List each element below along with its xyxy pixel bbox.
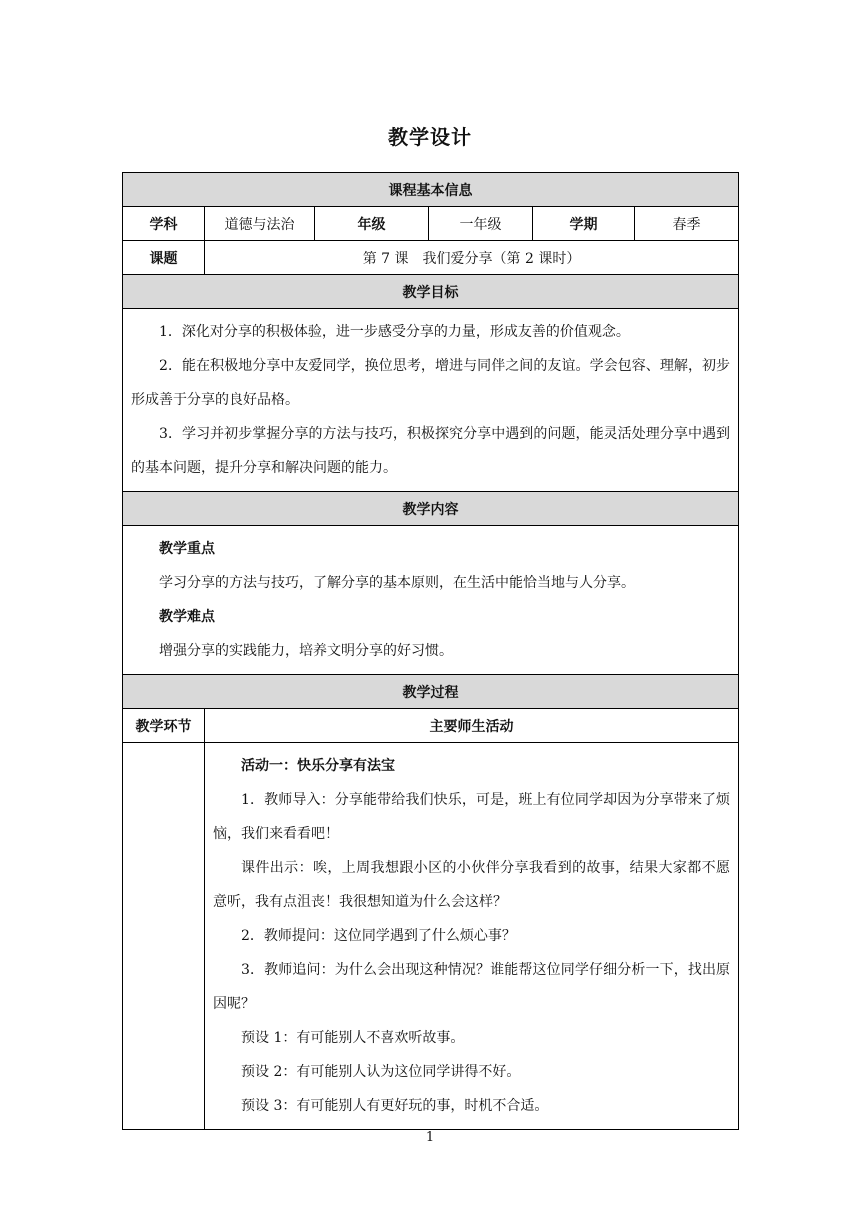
difficulty-label: 教学难点	[159, 609, 215, 625]
activity-cell	[205, 743, 739, 1130]
activity-paragraph: 预设 1：有可能别人不喜欢听故事。	[241, 1030, 465, 1046]
stage-cell	[123, 743, 205, 1130]
subject-label: 学科	[123, 207, 205, 241]
activity-paragraph: 课件出示：唉，上周我想跟小区的小伙伴分享我看到的故事，结果大家都不愿意听，我有点沮丧！我很想知道为什么会这样？	[213, 860, 731, 910]
process-body-row	[123, 743, 739, 1130]
process-header-row	[123, 675, 739, 709]
objectives-body-row	[123, 309, 739, 492]
objective-item: 2．能在积极地分享中友爱同学，换位思考，增进与同伴之间的友谊。学会包容、理解，初步形成善于分享的良好品格。	[131, 358, 731, 408]
objectives-header-row	[123, 275, 739, 309]
key-point-text: 学习分享的方法与技巧，了解分享的基本原则，在生活中能恰当地与人分享。	[159, 575, 635, 591]
term-label: 学期	[533, 207, 635, 241]
activity-paragraph: 2．教师提问：这位同学遇到了什么烦心事？	[241, 928, 516, 944]
objectives-header: 教学目标	[123, 275, 739, 309]
basic-info-header: 课程基本信息	[123, 173, 739, 207]
process-column-row	[123, 709, 739, 743]
grade-label: 年级	[315, 207, 429, 241]
grade-value: 一年级	[429, 207, 533, 241]
process-header: 教学过程	[123, 675, 739, 709]
difficulty-text: 增强分享的实践能力，培养文明分享的好习惯。	[159, 643, 453, 659]
basic-info-row	[123, 207, 739, 241]
objectives-body	[123, 309, 739, 492]
stage-column-header: 教学环节	[123, 709, 205, 743]
lesson-plan-table	[122, 172, 739, 1130]
topic-value: 第 7 课 我们爱分享（第 2 课时）	[205, 241, 739, 275]
key-point-label: 教学重点	[159, 541, 215, 557]
basic-info-header-row	[123, 173, 739, 207]
objective-item: 3．学习并初步掌握分享的方法与技巧，积极探究分享中遇到的问题，能灵活处理分享中遇到的基本问题，提升分享和解决问题的能力。	[131, 426, 731, 476]
activity-paragraph: 1．教师导入：分享能带给我们快乐，可是，班上有位同学却因为分享带来了烦恼，我们来看看吧！	[213, 792, 731, 842]
content-header-row	[123, 492, 739, 526]
activity-paragraph: 3．教师追问：为什么会出现这种情况？谁能帮这位同学仔细分析一下，找出原因呢？	[213, 962, 731, 1012]
objective-item: 1．深化对分享的积极体验，进一步感受分享的力量，形成友善的价值观念。	[159, 324, 630, 340]
term-value: 春季	[635, 207, 739, 241]
topic-label: 课题	[123, 241, 205, 275]
activity-paragraph: 预设 2：有可能别人认为这位同学讲得不好。	[241, 1064, 521, 1080]
activity-paragraph: 预设 3：有可能别人有更好玩的事，时机不合适。	[241, 1098, 549, 1114]
content-header: 教学内容	[123, 492, 739, 526]
content-body	[123, 526, 739, 675]
activity-column-header: 主要师生活动	[205, 709, 739, 743]
page-number: 1	[425, 1130, 435, 1145]
activity-title: 活动一：快乐分享有法宝	[241, 758, 395, 774]
subject-value: 道德与法治	[205, 207, 315, 241]
topic-row	[123, 241, 739, 275]
content-body-row	[123, 526, 739, 675]
page-title: 教学设计	[388, 125, 472, 149]
